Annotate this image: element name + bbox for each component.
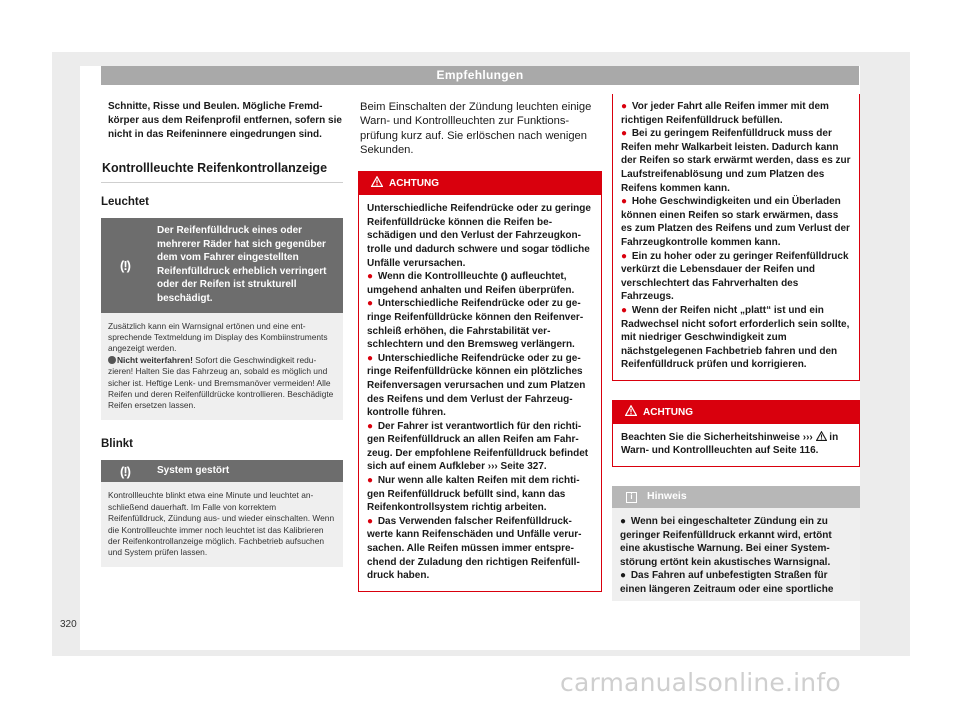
blink-heading: Blinkt [101, 437, 133, 450]
section-heading: Kontrollleuchte Reifenkontrollanzeige [101, 162, 343, 183]
lit-body-2: Sofort die Geschwindigkeit reduzieren! Halten Sie das Fahrzeug an, sobald es möglich und sicher ist. Heftige Lenk- und Bremsmanöver vermeiden! Alle Reifen und deren Reifenfülldrücke kontrollieren. Beschädigte Reifen ersetzen lassen. [108, 354, 334, 411]
bullet-text: Ein zu hoher oder zu geringer Reifenfülldruck verkürzt die Lebensdauer der Reifen und verschlechtert das Fahrverhalten des Fahrzeugs. [621, 250, 849, 303]
blink-label: System gestört [157, 465, 230, 477]
bullet-item [367, 420, 593, 474]
bullet-item [620, 569, 852, 596]
warning-title: ACHTUNG [389, 177, 439, 189]
bullet-dot-icon: ● [621, 196, 630, 208]
bullet-dot-icon: ● [367, 475, 376, 487]
bullet-item [621, 100, 851, 127]
column-middle [358, 100, 602, 592]
bullet-item [367, 352, 593, 420]
bullet-dot-icon: ● [620, 570, 629, 582]
warning-continuation [612, 100, 860, 381]
lit-heading: Leuchtet [101, 195, 149, 208]
lit-body [101, 313, 343, 420]
bullet-item [620, 515, 852, 569]
bullet-dot-icon: ● [621, 250, 630, 262]
bullet-text: Nur wenn alle kalten Reifen mit dem richtigen Reifenfülldruck befüllt sind, kann das Reifenkontrollsystem richtig arbeiten. [367, 475, 580, 514]
page-header: Empfehlungen [101, 66, 859, 85]
warning-box-2 [612, 400, 860, 467]
bullet-item [621, 304, 851, 372]
bullet-text: Unterschiedliche Reifendrücke oder zu geringe Reifenfülldrücke können ein plötzliches Reifenversagen verursachen und zum Platzen des Reifens und dem Verlust der Fahrzeugkontrolle führen. [367, 352, 586, 419]
hint-title: Hinweis [647, 490, 687, 503]
lit-body-1: Zusätzlich kann ein Warnsignal ertönen und eine entsprechende Textmeldung im Display des Kombiinstruments angezeigt werden. [108, 320, 328, 354]
warning-header [359, 172, 601, 195]
column-left [101, 100, 343, 567]
bullet-dot-icon: ● [621, 304, 630, 316]
tpms-icon: (!) [120, 463, 130, 479]
bullet-item [621, 127, 851, 195]
warning-bullets [367, 270, 593, 583]
bullet-item [367, 474, 593, 515]
warning-intro: Unterschiedliche Reifendrücke oder zu geringe Reifenfülldrücke können die Reifen beschädigen und den Verlust der Fahrzeugkontrolle und dadurch schwere und sogar tödliche Unfälle verursachen. [367, 203, 591, 269]
bullet-text: Hohe Geschwindigkeiten und ein Überladen können einen Reifen so stark erwärmen, dass es zum Platzen des Reifens und zum Verlust der Fahrzeugkontrolle kommen kann. [621, 196, 850, 248]
warning-body [359, 195, 601, 591]
bullet-dot-icon: ● [367, 420, 376, 432]
page-number: 320 [60, 619, 77, 630]
intro-text: Schnitte, Risse und Beulen. Mögliche Fremdkörper aus dem Reifenprofil entfernen, sofern sie nicht in das Reifeninnere eingedrungen sind. [108, 101, 342, 140]
warning-title-2: ACHTUNG [643, 406, 693, 418]
watermark: carmanualsonline.info [560, 668, 841, 697]
stop-icon [108, 356, 116, 364]
lit-body-stop: Nicht weiterfahren! [117, 354, 193, 365]
bullet-item [367, 297, 593, 351]
warning2-text-2: in Warn- und Kontrollleuchten auf Seite 116. [621, 431, 839, 457]
bullet-text: Unterschiedliche Reifendrücke oder zu geringe Reifenfülldrücke können den Reifenverschleiß erhöhen, die Fahrstabilität verschlechtern und den Bremsweg verlängern. [367, 298, 584, 351]
hint-box [612, 486, 860, 601]
bullet-text: Vor jeder Fahrt alle Reifen immer mit dem richtigen Reifenfülldruck befüllen. [621, 101, 829, 126]
bullet-text: Bei zu geringem Reifenfülldruck muss der Reifen mehr Walkarbeit leisten. Dadurch kann der Reifen so stark erwärmt werden, dass es zur Laufstreifenablösung und zum Platzen des Reifens kommen kann. [621, 128, 851, 194]
bullet-dot-icon: ● [367, 352, 376, 364]
bullet-text: Das Fahren auf unbefestigten Straßen für einen längeren Zeitraum oder eine sportliche [620, 570, 834, 596]
warning-body-2 [613, 424, 859, 466]
blink-body: Kontrollleuchte blinkt etwa eine Minute und leuchtet anschließend dauerhaft. Im Falle von korrektem Reifenfülldruck, Zündung aus- und wieder einschalten. Wenn die Kontrollleuchte immer noch leuchtet ist das Kalibrieren der Reifenkontrollanzeige möglich. Fachbetrieb aufsuchen und System prüfen lassen. [101, 482, 343, 566]
warning-triangle-icon [816, 432, 827, 443]
tpms-icon: (!) [101, 218, 149, 313]
bullet-dot-icon: ● [367, 298, 376, 310]
warning-box [358, 171, 602, 592]
warning2-text-1: Beachten Sie die Sicherheitshinweise ››› [621, 431, 816, 443]
column-right [612, 100, 860, 601]
bullet-item [621, 195, 851, 249]
hint-body [612, 508, 860, 601]
lit-description: Der Reifenfülldruck eines oder mehrerer Räder hat sich gegenüber dem vom Fahrer eingestellten Reifenfülldruck erheblich verringert oder der Reifen ist strukturell beschädigt. [149, 218, 343, 313]
warning-triangle-icon [625, 405, 637, 421]
bullet-item [367, 515, 593, 583]
hint-header [612, 486, 860, 508]
bullet-dot-icon: ● [367, 271, 376, 283]
lit-indicator-box [101, 218, 343, 420]
info-icon: i [626, 492, 637, 503]
bullet-dot-icon: ● [367, 515, 376, 527]
intro-text: Beim Einschalten der Zündung leuchten einige Warn- und Kontrollleuchten zur Funktionsprüfung kurz auf. Sie erlöschen nach wenigen Sekunden. [360, 101, 592, 156]
warning-header-2 [613, 401, 859, 424]
blink-indicator-box [101, 460, 343, 566]
bullet-item [621, 250, 851, 304]
bullet-dot-icon: ● [621, 101, 630, 112]
bullet-text: Wenn die Kontrollleuchte ⦅⦆ aufleuchtet, umgehend anhalten und Reifen überprüfen. [367, 271, 575, 296]
bullet-text: Wenn der Reifen nicht „platt“ ist und ein Radwechsel nicht sofort erforderlich sein sollte, mit niedriger Geschwindigkeit zum nächstgelegenen Fachbetrieb fahren und den Reifenfülldruck prüfen und korrigieren. [621, 304, 850, 371]
warning-triangle-icon [371, 176, 383, 192]
bullet-item [367, 270, 593, 297]
bullet-text: Der Fahrer ist verantwortlich für den richtigen Reifenfülldruck an allen Reifen am Fahrzeug. Der empfohlene Reifenfülldruck befindet sich auf einem Aufkleber ››› Seite 327. [367, 420, 589, 473]
bullet-text: Das Verwenden falscher Reifenfülldruckwerte kann Reifenschäden und Unfälle verursachen. Alle Reifen müssen immer entsprechend der Zuladung den richtigen Reifenfülldruck haben. [367, 515, 582, 582]
bullet-dot-icon: ● [621, 128, 630, 140]
bullet-text: Wenn bei eingeschalteter Zündung ein zu geringer Reifenfülldruck erkannt wird, ertönt eine akustische Warnung. Bei einer Systemstörung ertönt kein akustisches Warnsignal. [620, 516, 832, 568]
bullet-dot-icon: ● [620, 516, 629, 528]
